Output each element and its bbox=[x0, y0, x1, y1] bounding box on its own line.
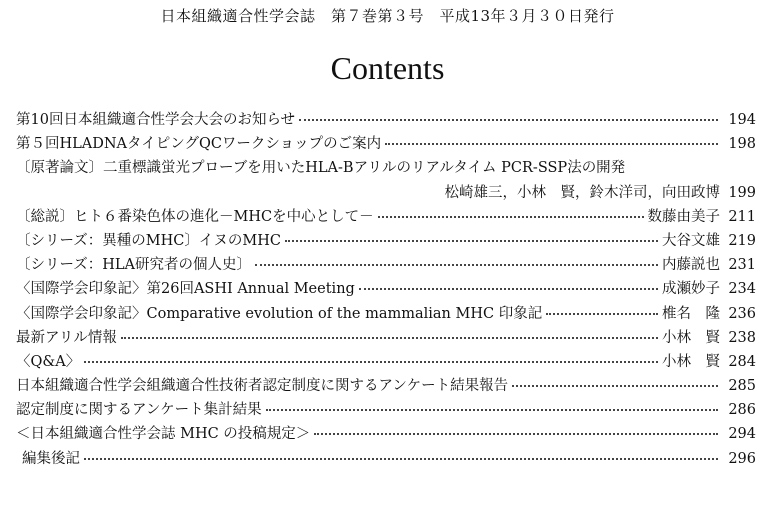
toc-entry bbox=[16, 156, 756, 180]
dot-leader bbox=[299, 119, 718, 121]
dot-leader bbox=[84, 458, 718, 460]
dot-leader bbox=[266, 409, 718, 411]
dot-leader bbox=[84, 361, 658, 363]
entry-title: 〔シリーズ：HLA研究者の個人史〕 bbox=[16, 257, 252, 274]
page-number: 294 bbox=[728, 426, 756, 443]
entry-author: 小林 賢 bbox=[662, 329, 720, 346]
page-number: 238 bbox=[728, 329, 756, 346]
dot-leader bbox=[378, 216, 644, 218]
page-number: 285 bbox=[728, 378, 756, 395]
entry-title: 第５回HLADNAタイピングQCワークショップのご案内 bbox=[16, 136, 382, 153]
entry-title: 〔総説〕ヒト６番染色体の進化－MHCを中心として－ bbox=[16, 208, 374, 225]
dot-leader bbox=[285, 240, 658, 242]
dot-leader bbox=[121, 337, 658, 339]
entry-title: 〈国際学会印象記〉第26回ASHI Annual Meeting bbox=[16, 281, 355, 298]
page-number: 198 bbox=[728, 136, 756, 153]
page-number: 284 bbox=[728, 353, 756, 370]
entry-title: 編集後記 bbox=[22, 450, 80, 467]
entry-title: 〈Q&A〉 bbox=[16, 353, 81, 370]
toc-entry-authors bbox=[16, 181, 756, 205]
page-number: 296 bbox=[728, 450, 756, 467]
entry-title: 最新アリル情報 bbox=[16, 329, 117, 346]
entry-title: 〔原著論文〕二重標識蛍光プローブを用いたHLA-Bアリルのリアルタイム PCR-SSP法の開発 bbox=[16, 160, 626, 177]
contents-title: Contents bbox=[330, 50, 445, 86]
page-number: 199 bbox=[728, 184, 756, 201]
toc-entry bbox=[16, 108, 756, 132]
page-number: 234 bbox=[728, 281, 756, 298]
toc-entry bbox=[16, 277, 756, 301]
toc-entry bbox=[16, 447, 756, 471]
page-number: 219 bbox=[728, 232, 756, 249]
toc-entry bbox=[16, 253, 756, 277]
page-number: 231 bbox=[728, 257, 756, 274]
entry-title: 〔シリーズ：異種のMHC〕イヌのMHC bbox=[16, 232, 281, 249]
entry-author: 数藤由美子 bbox=[647, 208, 720, 225]
page-number: 194 bbox=[728, 112, 756, 128]
dot-leader bbox=[255, 264, 658, 266]
toc-entry bbox=[16, 374, 756, 398]
toc-entry bbox=[16, 350, 756, 374]
toc-entry bbox=[16, 205, 756, 229]
dot-leader bbox=[359, 288, 658, 290]
dot-leader bbox=[314, 433, 718, 435]
dot-leader bbox=[385, 143, 718, 145]
entry-author: 椎名 隆 bbox=[662, 305, 720, 322]
entry-title: 日本組織適合性学会組織適合性技術者認定制度に関するアンケート結果報告 bbox=[16, 378, 509, 395]
entry-author: 松崎雄三，小林 賢，鈴木洋司，向田政博 bbox=[444, 184, 720, 201]
toc-entry bbox=[16, 398, 756, 422]
dot-leader bbox=[512, 385, 718, 387]
entry-author: 小林 賢 bbox=[662, 353, 720, 370]
toc-entry bbox=[16, 302, 756, 326]
toc-entry bbox=[16, 326, 756, 350]
entry-author: 成瀬妙子 bbox=[662, 281, 720, 298]
page-number: 211 bbox=[728, 208, 756, 225]
toc-entry bbox=[16, 229, 756, 253]
page-number: 286 bbox=[728, 402, 756, 419]
entry-author: 大谷文雄 bbox=[662, 232, 720, 249]
entry-title: 認定制度に関するアンケート集計結果 bbox=[16, 402, 262, 419]
dot-leader bbox=[546, 313, 658, 315]
toc-entry bbox=[16, 132, 756, 156]
entry-author: 内藤説也 bbox=[662, 257, 720, 274]
page-number: 236 bbox=[728, 305, 756, 322]
entry-title: 〈国際学会印象記〉Comparative evolution of the mammalian MHC 印象記 bbox=[16, 305, 543, 322]
journal-header: 日本組織適合性学会誌 第７巻第３号 平成13年３月３０日発行 bbox=[160, 7, 615, 25]
entry-title: 第10回日本組織適合性学会大会のお知らせ bbox=[16, 112, 296, 128]
toc-entry bbox=[16, 422, 756, 446]
table-of-contents bbox=[16, 108, 756, 471]
entry-title: ＜日本組織適合性学会誌 MHC の投稿規定＞ bbox=[16, 426, 311, 443]
